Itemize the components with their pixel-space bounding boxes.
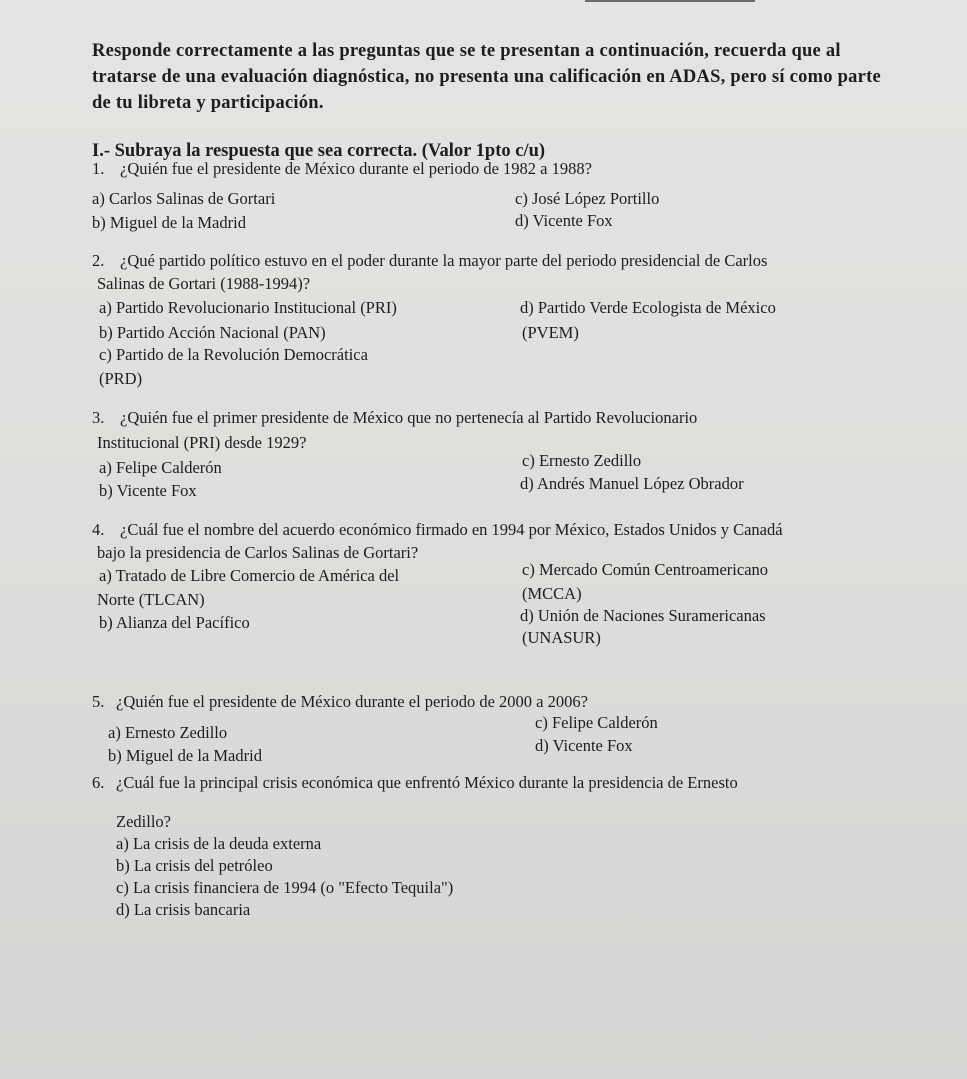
question-3-option-c[interactable]: c) Ernesto Zedillo [522, 451, 642, 470]
question-4-option-a[interactable]: a) Tratado de Libre Comercio de América del [99, 566, 400, 585]
question-5-option-b[interactable]: b) Miguel de la Madrid [108, 746, 262, 765]
question-6-number: 6. [92, 773, 105, 792]
section-title: I.- Subraya la respuesta que sea correcta. (Valor 1pto c/u) [92, 141, 546, 161]
top-rule [585, 0, 755, 2]
question-2-option-c-cont[interactable]: (PRD) [99, 369, 143, 388]
question-5-text: ¿Quién fue el presidente de México durante el periodo de 2000 a 2006? [116, 692, 588, 711]
question-2-text-line2: Salinas de Gortari (1988-1994)? [97, 274, 311, 293]
question-5-number: 5. [92, 692, 105, 711]
question-4-option-d[interactable]: d) Unión de Naciones Suramericanas [520, 606, 766, 625]
question-5-option-c[interactable]: c) Felipe Calderón [535, 713, 658, 732]
question-5-option-d[interactable]: d) Vicente Fox [535, 736, 633, 755]
question-4-option-b[interactable]: b) Alianza del Pacífico [99, 613, 250, 632]
question-4-option-d-cont[interactable]: (UNASUR) [522, 628, 601, 647]
question-6-option-d[interactable]: d) La crisis bancaria [116, 900, 251, 919]
question-3-option-b[interactable]: b) Vicente Fox [99, 481, 197, 500]
question-2-text-line1: ¿Qué partido político estuvo en el poder durante la mayor parte del periodo presidencial de Carlos [120, 251, 768, 270]
question-6-option-a[interactable]: a) La crisis de la deuda externa [116, 834, 322, 853]
question-4-option-a-cont[interactable]: Norte (TLCAN) [97, 590, 205, 609]
question-6-option-b[interactable]: b) La crisis del petróleo [116, 856, 273, 875]
question-1-number: 1. [92, 159, 105, 178]
question-3-option-a[interactable]: a) Felipe Calderón [99, 458, 222, 477]
question-4-option-c[interactable]: c) Mercado Común Centroamericano [522, 560, 769, 579]
question-6-option-c[interactable]: c) La crisis financiera de 1994 (o "Efecto Tequila") [116, 878, 454, 897]
question-3-option-d[interactable]: d) Andrés Manuel López Obrador [520, 474, 744, 493]
question-3-text-line2: Institucional (PRI) desde 1929? [97, 433, 307, 452]
question-2-option-b[interactable]: b) Partido Acción Nacional (PAN) [99, 323, 326, 342]
question-4-option-c-cont[interactable]: (MCCA) [522, 584, 582, 603]
question-2-option-a[interactable]: a) Partido Revolucionario Institucional (PRI) [99, 298, 397, 317]
question-2-number: 2. [92, 251, 105, 270]
question-2-option-d[interactable]: d) Partido Verde Ecologista de México [520, 298, 776, 317]
instructions-paragraph: Responde correctamente a las preguntas que se te presentan a continuación, recuerda que al tratarse de una evaluación diagnóstica, no presenta una calificación en ADAS, pero sí como parte de tu libreta y participación. [92, 41, 881, 113]
question-4-number: 4. [92, 520, 105, 539]
question-1-option-c[interactable]: c) José López Portillo [515, 189, 660, 208]
question-3-number: 3. [92, 408, 105, 427]
question-3-text-line1: ¿Quién fue el primer presidente de México que no pertenecía al Partido Revolucionario [120, 408, 698, 427]
question-6-text-line1: ¿Cuál fue la principal crisis económica que enfrentó México durante la presidencia de Ernesto [116, 773, 738, 792]
question-1-option-b[interactable]: b) Miguel de la Madrid [92, 213, 246, 232]
question-4-text-line1: ¿Cuál fue el nombre del acuerdo económico firmado en 1994 por México, Estados Unidos y Canadá [120, 520, 783, 539]
question-2-option-c[interactable]: c) Partido de la Revolución Democrática [99, 345, 368, 364]
question-1-text: ¿Quién fue el presidente de México durante el periodo de 1982 a 1988? [120, 159, 592, 178]
question-6-text-line2: Zedillo? [116, 812, 171, 831]
question-5-option-a[interactable]: a) Ernesto Zedillo [108, 723, 228, 742]
question-4-text-line2: bajo la presidencia de Carlos Salinas de Gortari? [97, 543, 419, 562]
question-1-option-a[interactable]: a) Carlos Salinas de Gortari [92, 189, 276, 208]
question-1-option-d[interactable]: d) Vicente Fox [515, 211, 613, 230]
question-2-option-d-cont[interactable]: (PVEM) [522, 323, 579, 342]
